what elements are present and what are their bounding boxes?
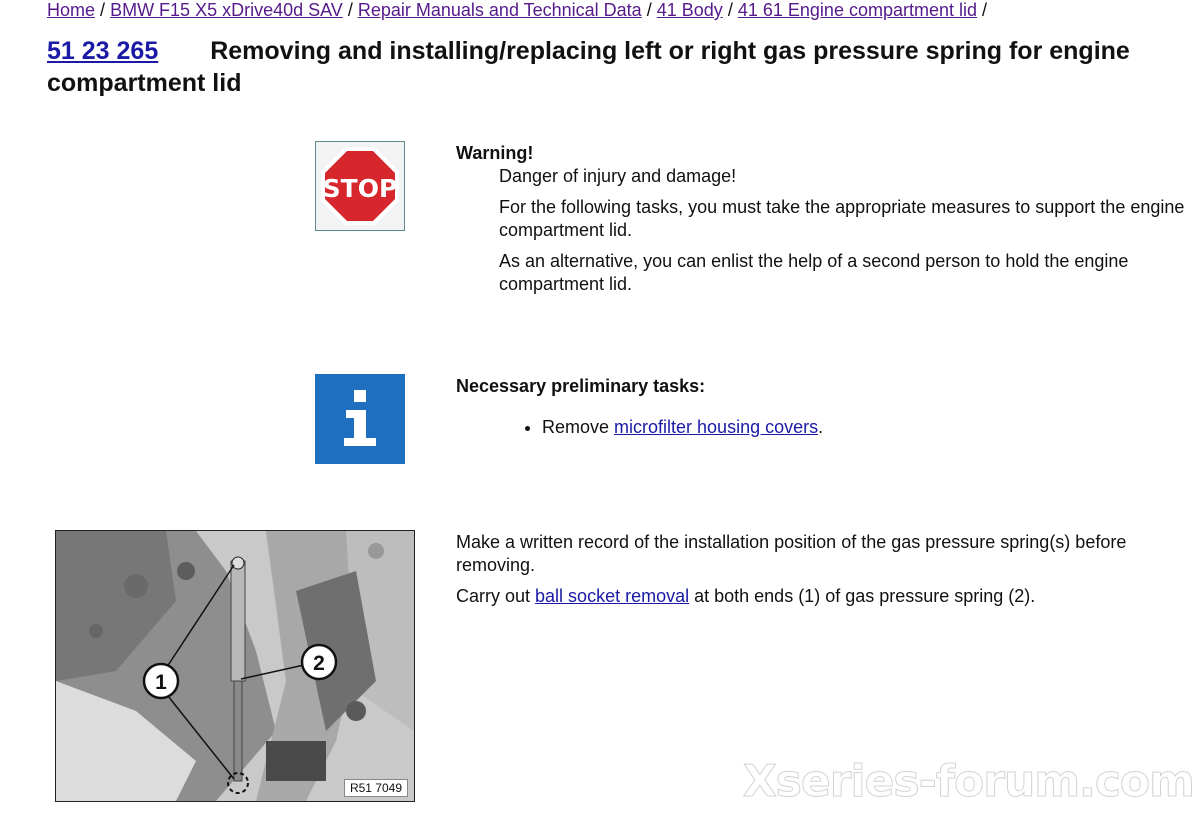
- preliminary-tasks-block: [456, 375, 1196, 439]
- ball-socket-removal-link[interactable]: ball socket removal: [535, 586, 690, 606]
- figure-label: R51 7049: [344, 779, 408, 797]
- breadcrumb-body[interactable]: 41 Body: [656, 0, 723, 20]
- warning-heading: Warning!: [456, 143, 534, 163]
- info-icon: [315, 374, 405, 464]
- breadcrumb-separator: /: [982, 0, 988, 20]
- procedure-steps: [456, 531, 1196, 616]
- preliminary-heading: Necessary preliminary tasks:: [456, 376, 706, 396]
- warning-block: [456, 142, 1196, 304]
- info-graphic: [315, 374, 405, 464]
- list-item: • Remove microfilter housing covers.: [542, 416, 1196, 439]
- microfilter-housing-covers-link[interactable]: microfilter housing covers: [614, 417, 819, 437]
- stop-sign-text: STOP: [322, 174, 398, 203]
- gas-spring-figure: [55, 530, 415, 802]
- warning-line: Danger of injury and damage!: [499, 166, 737, 186]
- stop-sign-icon: [315, 141, 405, 231]
- breadcrumb-engine-lid[interactable]: 41 61 Engine compartment lid: [737, 0, 978, 20]
- preliminary-list: [456, 416, 1196, 439]
- warning-line: As an alternative, you can enlist the help of a second person to hold the engine compartment lid.: [499, 251, 1129, 294]
- stop-sign-graphic: [316, 142, 404, 230]
- page-title: [47, 35, 1195, 99]
- breadcrumb-separator: /: [100, 0, 106, 20]
- callout-2-text: 2: [313, 652, 325, 675]
- breadcrumb-vehicle[interactable]: BMW F15 X5 xDrive40d SAV: [110, 0, 343, 20]
- breadcrumb-repair-manuals[interactable]: Repair Manuals and Technical Data: [357, 0, 642, 20]
- step-text: Make a written record of the installation position of the gas pressure spring(s) before removing.: [456, 532, 1127, 575]
- callout-1-text: 1: [155, 671, 167, 694]
- breadcrumb-home[interactable]: Home: [47, 0, 96, 20]
- repair-number-link[interactable]: 51 23 265: [47, 37, 159, 65]
- breadcrumb-separator: /: [646, 0, 652, 20]
- warning-line: For the following tasks, you must take the appropriate measures to support the engine compartment lid.: [499, 197, 1185, 240]
- breadcrumb-separator: /: [347, 0, 353, 20]
- breadcrumb: [47, 0, 987, 21]
- title-text: Removing and installing/replacing left or right gas pressure spring for engine compartment lid: [47, 37, 1130, 97]
- watermark: Xseries-forum.com: [742, 756, 1194, 807]
- breadcrumb-separator: /: [727, 0, 733, 20]
- engine-compartment-illustration: [56, 531, 414, 801]
- step-text: Carry out ball socket removal at both ends (1) of gas pressure spring (2).: [456, 586, 1036, 606]
